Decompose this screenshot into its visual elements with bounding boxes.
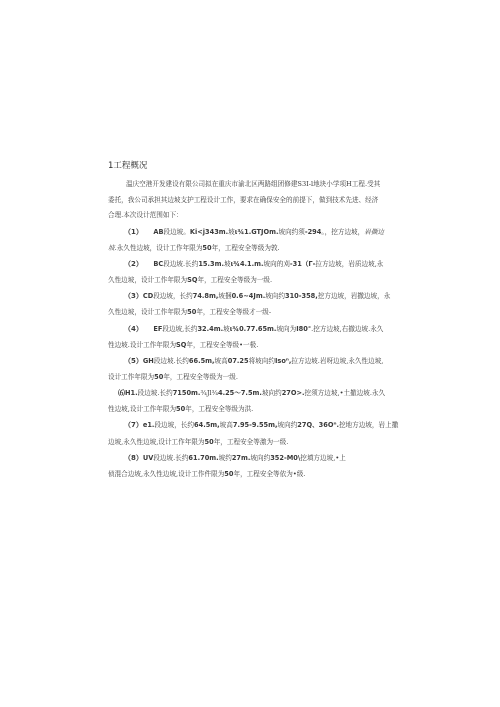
intro-line-1: 温庆空港开发建设有限公司拟在重庆市渝北区两路组团修建S3I-l地块小学项H工程.受其 <box>126 180 381 188</box>
item-3-line-2: 久性边坡，设计工作年限为50年，工程安全等级才一级- <box>108 308 272 316</box>
item-6-line-1: ⑹H1.段边坡.长约7150m.¾Jl¾4.25～7.5m.坡向约27O>.挖须方边坡,•土撤边坡.永久 <box>118 389 386 397</box>
item-7-line-1: （7）e1.段边坡，长约64.5m,坡高7.95-9.55m,坡向约27Q、36Oⁿ.挖地方边坡，岩上撒 <box>124 421 399 429</box>
item-4-line-1: （4） EF段边坡,长约32.4m.坡ι¾0.77.65m.坡向为I80°.挖方边坡,右撤边坡.永久 <box>124 325 384 333</box>
item-5-line-2: 设计工作年限为50年，工程安全等级为一级. <box>108 373 238 381</box>
section-heading: 1工程概况 <box>108 161 148 171</box>
item-2-line-1: （2） BC段边坡.长约15.3m.坡ι¾4.1.m.坡向的刈-31（Γ-拉方边坡，岩质边坡,永 <box>124 260 384 268</box>
item-7-line-2: 边坡,永久性边坡,设计工作年限为50年，工程安全等激为一级. <box>108 438 289 446</box>
item-4-line-2: 性边坡.设计工作年限为SQ年，工程安全等级•一极. <box>108 341 259 349</box>
item-2-line-2: 久性边坡，设计工作年限为SQ年，工程安全等级为一级. <box>108 276 273 284</box>
item-8-line-1: （8）UV段边坡.长约61.70m.坡约27m.坡向约352-M0\挖填方边坡,•上 <box>124 454 346 462</box>
item-8-line-2: 侦混合边坡,永久性边坡,设计工作件限为50年，工程安全等依为•级. <box>108 470 306 478</box>
intro-line-2: 委托，我公司承担其边坡支护工程设计工作，要求在确保安全的前提下，做到技术先进、经济 <box>108 196 379 204</box>
item-1-line-1: （1） AB段边坡。Ki<j343m.坡ι¾1.GTJOm.坡向约须-294。，挖方边坡，岩撕边 <box>124 228 385 236</box>
item-3-line-1: （3）CD段边坡，长约74.8m,坡捆0.6~4Jm.坡向约310-358,挖方边坡，岩撒边坡，永 <box>124 292 391 300</box>
intro-line-3: 合理.本次设计范围如下： <box>108 211 183 219</box>
item-5-line-1: （5）GH段边坡.长约66.5m,坡高07.25将坡向约Isoⁿ,拉方边坡.岩呀边坡,永久性边坡, <box>124 357 384 365</box>
item-1-line-2: 坡.永久性边坡，设计工作年限为50年，工程安全等级为敦. <box>108 244 280 252</box>
item-6-line-2: 性边坡,设计工作年限为50年，工程安全等级为洪. <box>108 405 254 413</box>
